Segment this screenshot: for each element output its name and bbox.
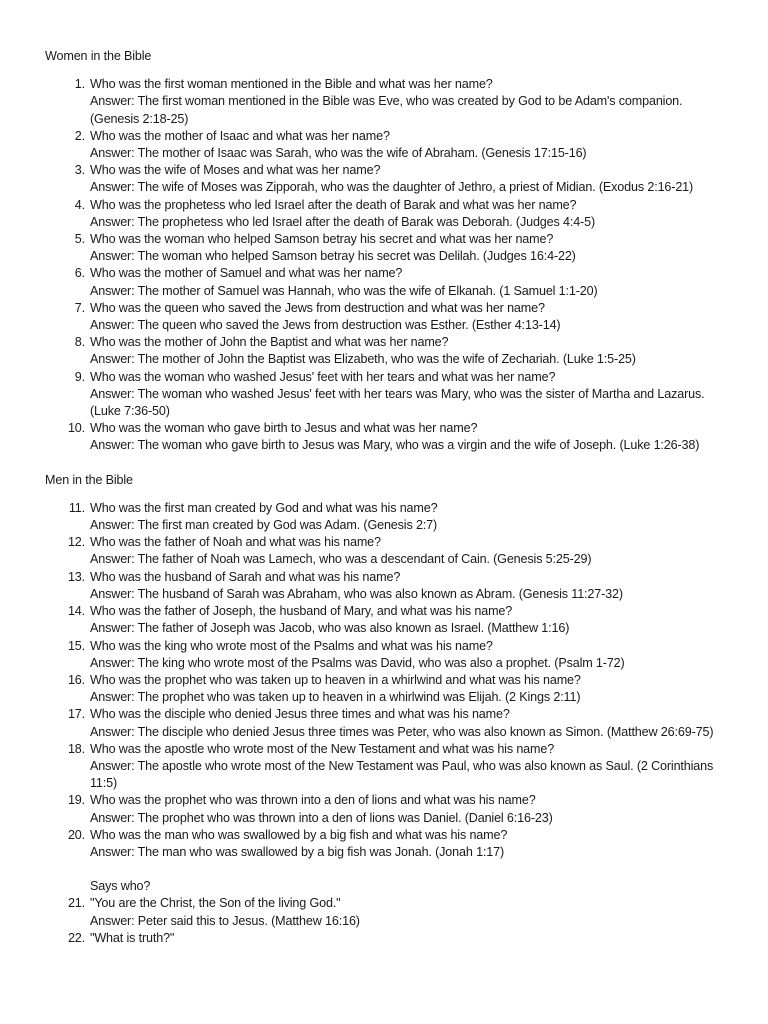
question-item xyxy=(45,930,728,947)
answer-text: Answer: The first man created by God was Adam. (Genesis 2:7) xyxy=(90,518,438,533)
men-section-heading: Men in the Bible xyxy=(45,472,133,487)
question-text: Who was the prophetess who led Israel after the death of Barak and what was her name? xyxy=(90,197,577,212)
question-text: Who was the wife of Moses and what was her name? xyxy=(90,163,381,178)
answer-text: Answer: The prophet who was taken up to heaven in a whirlwind was Elijah. (2 Kings 2:11) xyxy=(90,690,581,705)
question-item xyxy=(45,895,728,929)
answer-text: Answer: The king who wrote most of the Psalms was David, who was also a prophet. (Psalm 1-72) xyxy=(90,655,625,670)
question-item xyxy=(45,569,728,603)
answer-text: Answer: The mother of Isaac was Sarah, who was the wife of Abraham. (Genesis 17:15-16) xyxy=(90,146,587,161)
women-question-list xyxy=(45,76,728,454)
answer-text: Answer: The mother of Samuel was Hannah, who was the wife of Elkanah. (1 Samuel 1:1-20) xyxy=(90,283,598,298)
question-number: 13. xyxy=(67,569,85,584)
question-text: Who was the first man created by God and what was his name? xyxy=(90,500,438,515)
question-item xyxy=(45,638,728,672)
question-text: Who was the first woman mentioned in the Bible and what was her name? xyxy=(90,77,493,92)
question-item xyxy=(45,792,728,826)
question-text: Who was the woman who washed Jesus' feet with her tears and what was her name? xyxy=(90,369,556,384)
question-item xyxy=(45,265,728,299)
says-who-section xyxy=(45,878,728,947)
question-item xyxy=(45,420,728,454)
question-number: 2. xyxy=(74,128,85,143)
men-question-list xyxy=(45,500,728,861)
answer-text: Answer: The disciple who denied Jesus three times was Peter, who was also known as Simon. (Matthew 26:69-75) xyxy=(90,724,714,739)
answer-text: Answer: The woman who washed Jesus' feet with her tears was Mary, who was the sister of Martha and Lazarus. (Luke 7:36-50) xyxy=(90,386,705,419)
answer-text: Answer: The man who was swallowed by a big fish was Jonah. (Jonah 1:17) xyxy=(90,844,505,859)
question-item xyxy=(45,231,728,265)
answer-text: Answer: The apostle who wrote most of the New Testament was Paul, who was also known as Saul. (2 Corinthians 11:5) xyxy=(90,758,714,791)
question-number: 12. xyxy=(67,535,85,550)
question-number: 22. xyxy=(67,930,85,945)
women-section-heading: Women in the Bible xyxy=(45,49,152,63)
question-number: 11. xyxy=(68,500,85,515)
question-item xyxy=(45,76,728,128)
question-number: 10. xyxy=(67,421,85,436)
question-item xyxy=(45,334,728,368)
answer-text: Answer: The wife of Moses was Zipporah, who was the daughter of Jethro, a priest of Midian. (Exodus 2:16-21) xyxy=(90,180,694,195)
question-text: Who was the apostle who wrote most of the New Testament and what was his name? xyxy=(90,741,555,756)
answer-text: Answer: The prophet who was thrown into a den of lions was Daniel. (Daniel 6:16-23) xyxy=(90,810,553,825)
question-number: 4. xyxy=(74,197,85,212)
question-text: Who was the mother of John the Baptist and what was her name? xyxy=(90,335,449,350)
says-who-heading: Says who? xyxy=(90,879,151,894)
question-number: 15. xyxy=(67,638,85,653)
question-text: Who was the prophet who was thrown into a den of lions and what was his name? xyxy=(90,793,536,808)
question-number: 18. xyxy=(67,741,85,756)
question-item xyxy=(45,128,728,162)
question-item xyxy=(45,706,728,740)
question-item xyxy=(45,827,728,861)
question-text: Who was the king who wrote most of the Psalms and what was his name? xyxy=(90,638,493,653)
question-number: 20. xyxy=(67,827,85,842)
question-item xyxy=(45,500,728,534)
answer-text: Answer: The first woman mentioned in the Bible was Eve, who was created by God to be Adam's companion. (Genesis 2:18-25) xyxy=(90,94,683,126)
question-text: Who was the woman who gave birth to Jesus and what was her name? xyxy=(90,421,478,436)
answer-text: Answer: The mother of John the Baptist was Elizabeth, who was the wife of Zechariah. (Luke 1:5-25) xyxy=(90,352,636,367)
question-text: Who was the father of Joseph, the husband of Mary, and what was his name? xyxy=(90,604,513,619)
question-number: 1. xyxy=(74,77,85,92)
answer-text: Answer: Peter said this to Jesus. (Matthew 16:16) xyxy=(90,913,360,928)
question-item xyxy=(45,162,728,196)
question-number: 7. xyxy=(74,300,85,315)
question-text: Who was the father of Noah and what was his name? xyxy=(90,535,381,550)
question-text: Who was the mother of Samuel and what was her name? xyxy=(90,266,403,281)
answer-text: Answer: The woman who helped Samson betray his secret was Delilah. (Judges 16:4-22) xyxy=(90,249,576,264)
answer-text: Answer: The father of Joseph was Jacob, who was also known as Israel. (Matthew 1:16) xyxy=(90,621,570,636)
question-text: Who was the husband of Sarah and what was his name? xyxy=(90,569,401,584)
question-number: 14. xyxy=(67,604,85,619)
question-number: 3. xyxy=(74,163,85,178)
question-item xyxy=(45,672,728,706)
question-item xyxy=(45,197,728,231)
question-number: 16. xyxy=(67,672,85,687)
answer-text: Answer: The father of Noah was Lamech, who was a descendant of Cain. (Genesis 5:25-29) xyxy=(90,552,592,567)
question-text: "What is truth?" xyxy=(90,930,175,945)
answer-text: Answer: The woman who gave birth to Jesus was Mary, who was a virgin and the wife of Joseph. (Luke 1:26-38) xyxy=(90,438,700,453)
question-number: 5. xyxy=(74,232,85,247)
question-number: 21. xyxy=(67,896,85,911)
question-text: Who was the prophet who was taken up to heaven in a whirlwind and what was his name? xyxy=(90,672,581,687)
question-item xyxy=(45,534,728,568)
question-text: Who was the queen who saved the Jews from destruction and what was her name? xyxy=(90,300,545,315)
question-text: Who was the mother of Isaac and what was her name? xyxy=(90,128,390,143)
question-number: 8. xyxy=(74,335,85,350)
question-number: 17. xyxy=(67,707,85,722)
says-who-question-list xyxy=(45,895,728,947)
question-number: 9. xyxy=(74,369,85,384)
question-text: Who was the woman who helped Samson betray his secret and what was her name? xyxy=(90,232,554,247)
answer-text: Answer: The queen who saved the Jews from destruction was Esther. (Esther 4:13-14) xyxy=(90,318,561,333)
question-item xyxy=(45,741,728,793)
question-item xyxy=(45,369,728,421)
question-text: Who was the disciple who denied Jesus three times and what was his name? xyxy=(90,707,510,722)
answer-text: Answer: The husband of Sarah was Abraham, who was also known as Abram. (Genesis 11:27-32) xyxy=(90,586,623,601)
question-item xyxy=(45,300,728,334)
question-item xyxy=(45,603,728,637)
question-text: Who was the man who was swallowed by a big fish and what was his name? xyxy=(90,827,508,842)
question-text: "You are the Christ, the Son of the living God." xyxy=(90,896,341,911)
question-number: 6. xyxy=(74,266,85,281)
answer-text: Answer: The prophetess who led Israel after the death of Barak was Deborah. (Judges 4:4-5) xyxy=(90,214,595,229)
question-number: 19. xyxy=(67,793,85,808)
